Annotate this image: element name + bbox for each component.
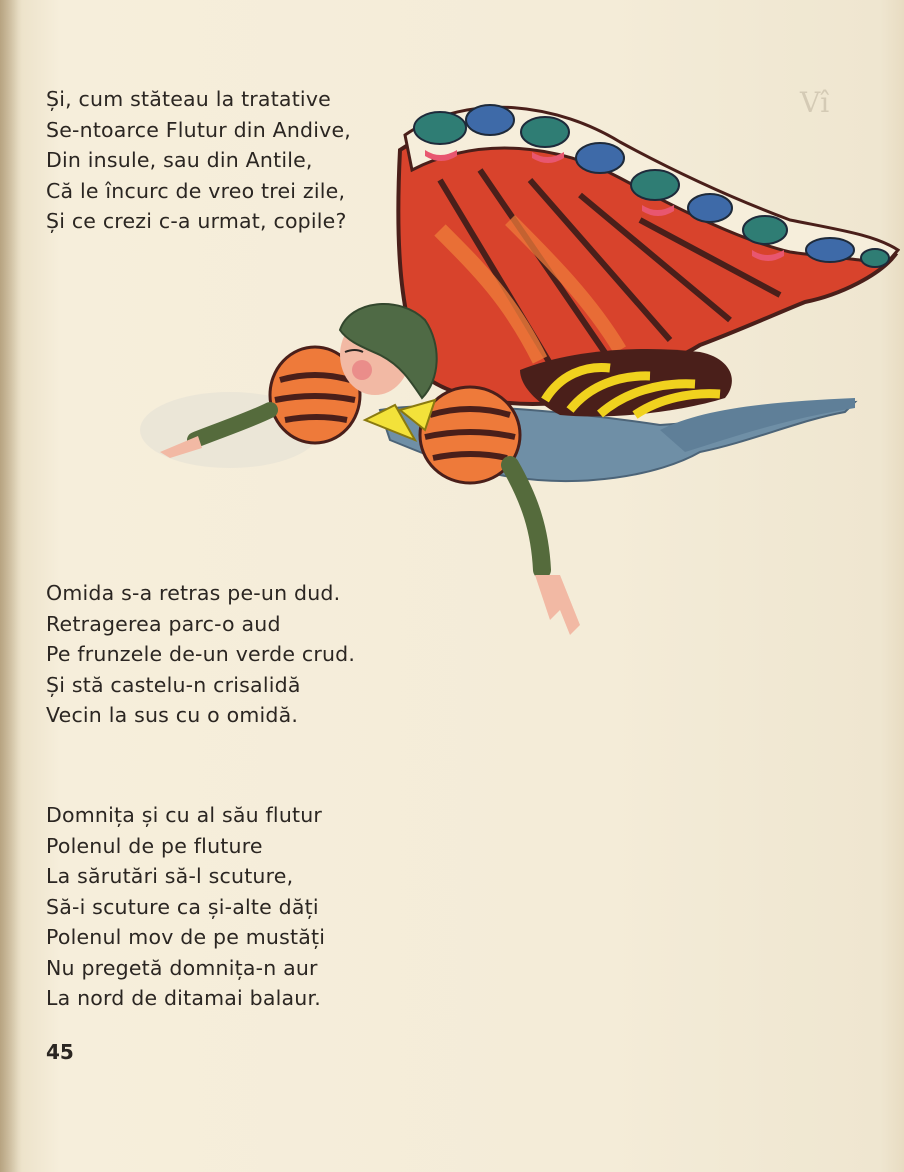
poem-line: La nord de ditamai balaur. [46, 986, 321, 1010]
poem-line: Vecin la sus cu o omidă. [46, 703, 299, 727]
poem-line: Se-ntoarce Flutur din Andive, [46, 117, 351, 142]
poem-line: Să-i scuture ca și-alte dăți [46, 894, 319, 919]
poem-line: Din insule, sau din Antile, [46, 148, 313, 172]
poem-line: Pe frunzele de-un verde crud. [46, 642, 356, 666]
page-number: 45 [46, 1040, 74, 1064]
poem-line: Și ce crezi c-a urmat, copile? [46, 209, 347, 233]
facing-page-show-through: Vî [800, 86, 830, 119]
butterfly-boy-illustration [140, 80, 900, 660]
poem-stanza-3 [46, 800, 325, 1014]
page-gutter-shadow [0, 0, 22, 1172]
poem-line: Domnița și cu al său flutur [46, 803, 323, 827]
poem-line: Și stă castelu-n crisalidă [46, 672, 301, 697]
poem-line: Retragerea parc-o aud [46, 611, 281, 636]
poem-stanza-2 [46, 578, 355, 731]
poem-line: Și, cum stăteau la tratative [46, 87, 331, 111]
poem-line: Nu pregetă domnița-n aur [46, 955, 318, 980]
poem-line: Omida s-a retras pe-un dud. [46, 581, 341, 605]
poem-line: Polenul de pe fluture [46, 833, 263, 858]
poem-line: Polenul mov de pe mustăți [46, 925, 326, 949]
poem-line: Că le încurc de vreo trei zile, [46, 178, 346, 203]
poem-line: La sărutări să-l scuture, [46, 864, 294, 888]
